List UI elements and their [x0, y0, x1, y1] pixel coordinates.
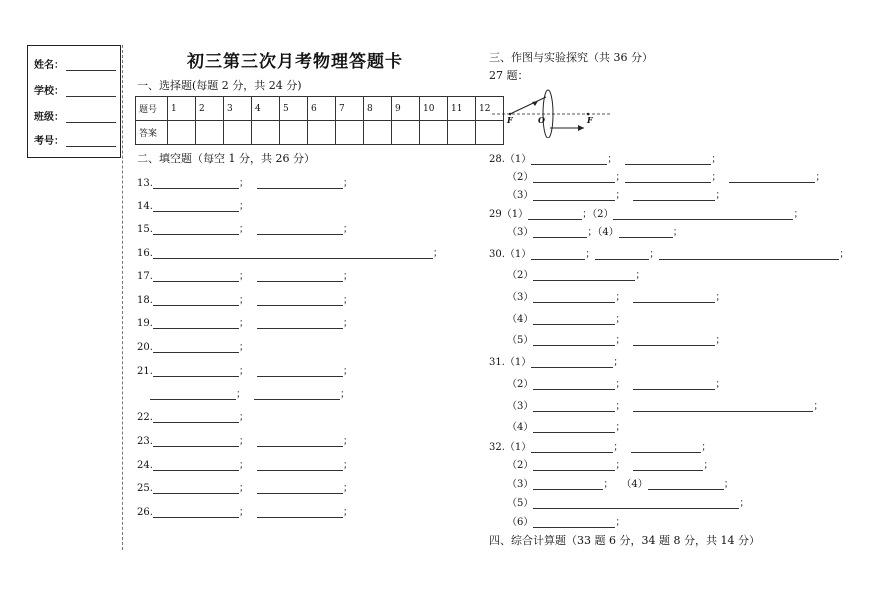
sub-number: （4）	[621, 479, 648, 490]
answer-blank[interactable]	[257, 178, 343, 189]
sub-number: （5）	[507, 335, 534, 346]
section3-heading: 三、作图与实验探究（共 36 分）	[489, 51, 653, 64]
answer-blank[interactable]	[729, 172, 815, 183]
separator: ；	[238, 412, 249, 423]
separator: ；	[432, 248, 443, 259]
separator: ；	[723, 479, 734, 490]
q13-number: 13.	[137, 178, 153, 189]
separator: ；	[715, 190, 726, 201]
separator: ；	[585, 249, 596, 260]
q30-line-1	[489, 245, 849, 260]
sub-number: （3）	[507, 227, 534, 238]
separator: ；	[238, 507, 249, 518]
mc-answer-cell[interactable]	[392, 121, 420, 145]
q27-label: 27 题：	[489, 69, 529, 82]
sub-number: （4）	[507, 314, 534, 325]
q29-line-1	[489, 205, 803, 220]
q28-line-2	[507, 168, 825, 183]
q20-line	[137, 338, 249, 353]
answer-blank[interactable]	[153, 436, 239, 447]
separator: ；	[635, 270, 646, 281]
separator: ；	[615, 460, 626, 471]
answer-blank[interactable]	[533, 172, 615, 183]
mc-answer-row	[136, 121, 504, 145]
lens-diagram	[492, 86, 612, 138]
mc-row1-label: 题号	[136, 97, 168, 121]
separator: ；	[615, 379, 626, 390]
q28-line-1	[489, 150, 721, 165]
answer-blank[interactable]	[533, 517, 615, 528]
q29-line-2	[507, 223, 683, 238]
answer-blank[interactable]	[533, 270, 635, 281]
separator: ；	[739, 498, 750, 509]
separator: ；	[603, 479, 614, 490]
q22-number: 22.	[137, 412, 153, 423]
separator: ；	[342, 507, 353, 518]
sub-number: （2）	[507, 270, 534, 281]
q18-line	[137, 291, 353, 306]
separator: ；	[701, 442, 712, 453]
mc-num-11: 11	[448, 97, 476, 121]
answer-blank[interactable]	[533, 190, 615, 201]
school-label: 学校：	[34, 86, 64, 97]
answer-blank[interactable]	[533, 335, 615, 346]
q19-number: 19.	[137, 318, 153, 329]
separator: ；	[649, 249, 660, 260]
mc-row2-label: 答案	[136, 121, 168, 145]
focal-label-left: F	[507, 115, 513, 125]
answer-blank[interactable]	[633, 379, 715, 390]
name-row	[34, 56, 116, 71]
answer-blank[interactable]	[613, 209, 793, 220]
separator: ；	[715, 292, 726, 303]
answer-blank[interactable]	[633, 401, 813, 412]
separator: ；	[613, 357, 624, 368]
answer-blank[interactable]	[533, 422, 615, 433]
answer-blank[interactable]	[153, 460, 239, 471]
q25-number: 25.	[137, 483, 153, 494]
answer-blank[interactable]	[595, 249, 649, 260]
separator: ；	[582, 209, 593, 220]
exam-no-label: 考号：	[34, 136, 64, 147]
incident-ray	[510, 97, 546, 114]
q18-number: 18.	[137, 295, 153, 306]
q24-line	[137, 456, 353, 471]
q32-line-1	[489, 438, 711, 453]
mc-answer-cell[interactable]	[168, 121, 196, 145]
mc-num-2: 2	[196, 97, 224, 121]
answer-blank[interactable]	[533, 498, 739, 509]
answer-blank[interactable]	[257, 271, 343, 282]
name-label: 姓名：	[34, 60, 64, 71]
mc-answer-cell[interactable]	[196, 121, 224, 145]
separator: ；	[342, 460, 353, 471]
answer-blank[interactable]	[633, 460, 703, 471]
sub-number: （3）	[507, 292, 534, 303]
sub-number: （2）	[507, 379, 534, 390]
lens-figure	[492, 86, 612, 138]
q28-number: 28.（1）	[489, 154, 532, 165]
separator: ；	[715, 379, 726, 390]
section1-heading: 一、选择题(每题 2 分，共 24 分)	[137, 79, 302, 92]
separator: ；	[238, 318, 249, 329]
q26-line	[137, 503, 353, 518]
sub-number: （4）	[597, 227, 619, 238]
sub-number: （5）	[507, 498, 534, 509]
answer-blank[interactable]	[153, 295, 239, 306]
q17-line	[137, 267, 353, 282]
separator: ；	[342, 483, 353, 494]
answer-blank[interactable]	[531, 357, 613, 368]
mc-answer-cell[interactable]	[252, 121, 280, 145]
separator: ；	[672, 227, 683, 238]
mc-num-3: 3	[224, 97, 252, 121]
answer-blank[interactable]	[257, 318, 343, 329]
separator: ；	[342, 295, 353, 306]
answer-blank[interactable]	[533, 379, 615, 390]
q32-line-3	[507, 475, 734, 490]
mc-answer-cell[interactable]	[224, 121, 252, 145]
mc-answer-cell[interactable]	[308, 121, 336, 145]
separator: ；	[815, 172, 826, 183]
answer-blank[interactable]	[257, 483, 343, 494]
q29-number: 29（1）	[489, 209, 529, 220]
q30-line-4	[507, 310, 625, 325]
separator: ；	[615, 422, 626, 433]
sub-number: （3）	[507, 479, 534, 490]
mc-num-8: 8	[364, 97, 392, 121]
mc-num-6: 6	[308, 97, 336, 121]
answer-blank[interactable]	[153, 178, 239, 189]
separator: ；	[711, 154, 722, 165]
q32-line-5	[507, 513, 625, 528]
answer-blank[interactable]	[533, 314, 615, 325]
sub-number: （2）	[507, 172, 534, 183]
answer-blank[interactable]	[533, 401, 615, 412]
answer-blank[interactable]	[257, 224, 343, 235]
separator: ；	[715, 335, 726, 346]
answer-blank[interactable]	[153, 342, 239, 353]
separator: ；	[238, 366, 249, 377]
answer-blank[interactable]	[625, 172, 711, 183]
separator: ；	[342, 436, 353, 447]
student-info-box	[27, 45, 121, 158]
q22-line	[137, 408, 249, 423]
q17-number: 17.	[137, 271, 153, 282]
q23-number: 23.	[137, 436, 153, 447]
multiple-choice-table	[135, 96, 504, 145]
sub-number: （6）	[507, 517, 534, 528]
sub-number: （2）	[507, 460, 534, 471]
sub-number: （4）	[507, 422, 534, 433]
separator: ；	[615, 314, 626, 325]
mc-num-5: 5	[280, 97, 308, 121]
separator: ；	[342, 318, 353, 329]
separator: ；	[613, 442, 624, 453]
answer-blank[interactable]	[633, 190, 715, 201]
separator: ；	[615, 401, 626, 412]
separator: ；	[238, 224, 249, 235]
school-row	[34, 82, 116, 97]
ray-arrow-icon	[578, 125, 584, 131]
answer-blank[interactable]	[633, 335, 715, 346]
q24-number: 24.	[137, 460, 153, 471]
separator: ；	[587, 227, 598, 238]
separator: ；	[342, 366, 353, 377]
answer-blank[interactable]	[528, 209, 582, 220]
q14-line	[137, 197, 249, 212]
q20-number: 20.	[137, 342, 153, 353]
q15-number: 15.	[137, 224, 153, 235]
separator: ；	[238, 483, 249, 494]
mc-num-1: 1	[168, 97, 196, 121]
separator: ；	[615, 335, 626, 346]
sub-number: （3）	[507, 190, 534, 201]
mc-num-9: 9	[392, 97, 420, 121]
mc-number-row	[136, 97, 504, 121]
answer-blank[interactable]	[153, 507, 239, 518]
sub-number: （3）	[507, 401, 534, 412]
answer-blank[interactable]	[531, 154, 607, 165]
q30-line-3	[507, 288, 725, 303]
q21-number: 21.	[137, 366, 153, 377]
q15-line	[137, 220, 353, 235]
answer-blank[interactable]	[531, 249, 585, 260]
exam-no-row	[34, 132, 116, 147]
answer-blank[interactable]	[531, 442, 613, 453]
binding-line	[122, 45, 123, 550]
class-row	[34, 108, 116, 123]
answer-blank[interactable]	[631, 442, 701, 453]
q25-line	[137, 479, 353, 494]
mc-num-4: 4	[252, 97, 280, 121]
q19-line	[137, 314, 353, 329]
answer-blank[interactable]	[625, 154, 711, 165]
answer-blank[interactable]	[533, 292, 615, 303]
q30-number: 30.（1）	[489, 249, 532, 260]
answer-blank[interactable]	[153, 366, 239, 377]
answer-blank[interactable]	[619, 227, 673, 238]
q30-line-5	[507, 331, 725, 346]
class-label: 班级：	[34, 112, 64, 123]
mc-num-10: 10	[420, 97, 448, 121]
separator: ；	[615, 172, 626, 183]
school-field[interactable]	[66, 86, 116, 97]
answer-blank[interactable]	[153, 318, 239, 329]
mc-answer-cell[interactable]	[364, 121, 392, 145]
separator: ；	[236, 389, 246, 400]
mc-answer-cell[interactable]	[280, 121, 308, 145]
q31-line-2	[507, 375, 725, 390]
answer-blank[interactable]	[153, 248, 433, 259]
separator: ；	[238, 460, 249, 471]
optical-center-label: O	[538, 115, 545, 125]
answer-blank[interactable]	[254, 389, 340, 400]
separator: ；	[342, 178, 353, 189]
mc-num-7: 7	[336, 97, 364, 121]
separator: ；	[615, 292, 626, 303]
q14-number: 14.	[137, 201, 153, 212]
answer-blank[interactable]	[153, 483, 239, 494]
class-field[interactable]	[66, 112, 116, 123]
separator: ；	[342, 224, 353, 235]
q31-number: 31.（1）	[489, 357, 532, 368]
separator: ；	[607, 154, 618, 165]
answer-blank[interactable]	[533, 460, 615, 471]
exam-no-field[interactable]	[66, 136, 116, 147]
q16-number: 16.	[137, 248, 153, 259]
q32-line-2	[507, 456, 713, 471]
mc-answer-cell[interactable]	[448, 121, 476, 145]
separator: ；	[238, 201, 249, 212]
answer-blank[interactable]	[257, 507, 343, 518]
focal-label-right: F	[587, 115, 593, 125]
answer-blank[interactable]	[659, 249, 839, 260]
answer-blank[interactable]	[150, 389, 236, 400]
answer-blank[interactable]	[257, 366, 343, 377]
q28-line-3	[507, 186, 725, 201]
separator: ；	[238, 295, 249, 306]
answer-blank[interactable]	[153, 412, 239, 423]
separator: ；	[793, 209, 804, 220]
q21-line	[137, 362, 353, 377]
separator: ；	[238, 436, 249, 447]
q26-number: 26.	[137, 507, 153, 518]
separator: ；	[813, 401, 824, 412]
section4-heading: 四、综合计算题（33 题 6 分，34 题 8 分，共 14 分）	[489, 534, 760, 547]
section2-heading: 二、填空题（每空 1 分，共 26 分）	[137, 152, 315, 165]
answer-blank[interactable]	[533, 227, 587, 238]
separator: ；	[238, 342, 249, 353]
separator: ；	[340, 389, 350, 400]
separator: ；	[839, 249, 850, 260]
q31-line-3	[507, 397, 823, 412]
mc-num-12: 12	[476, 97, 504, 121]
separator: ；	[711, 172, 722, 183]
separator: ；	[615, 517, 626, 528]
q32-line-4	[507, 494, 749, 509]
mc-answer-cell[interactable]	[336, 121, 364, 145]
q16-line	[137, 244, 443, 259]
answer-blank[interactable]	[633, 292, 715, 303]
separator: ；	[342, 271, 353, 282]
sub-number: （2）	[592, 209, 614, 220]
separator: ；	[615, 190, 626, 201]
answer-blank[interactable]	[257, 460, 343, 471]
separator: ；	[238, 178, 249, 189]
separator: ；	[703, 460, 714, 471]
q30-line-2	[507, 266, 645, 281]
answer-blank[interactable]	[533, 479, 603, 490]
page-title: 初三第三次月考物理答题卡	[187, 52, 403, 72]
answer-blank[interactable]	[153, 201, 239, 212]
answer-blank[interactable]	[257, 436, 343, 447]
mc-answer-cell[interactable]	[420, 121, 448, 145]
q31-line-4	[507, 418, 625, 433]
q21-line-2	[150, 385, 350, 400]
answer-blank[interactable]	[257, 295, 343, 306]
answer-blank[interactable]	[153, 224, 239, 235]
name-field[interactable]	[66, 60, 116, 71]
answer-blank[interactable]	[153, 271, 239, 282]
separator: ；	[238, 271, 249, 282]
q13-line	[137, 174, 353, 189]
answer-blank[interactable]	[648, 479, 724, 490]
q23-line	[137, 432, 353, 447]
q31-line-1	[489, 353, 623, 368]
q32-number: 32.（1）	[489, 442, 532, 453]
